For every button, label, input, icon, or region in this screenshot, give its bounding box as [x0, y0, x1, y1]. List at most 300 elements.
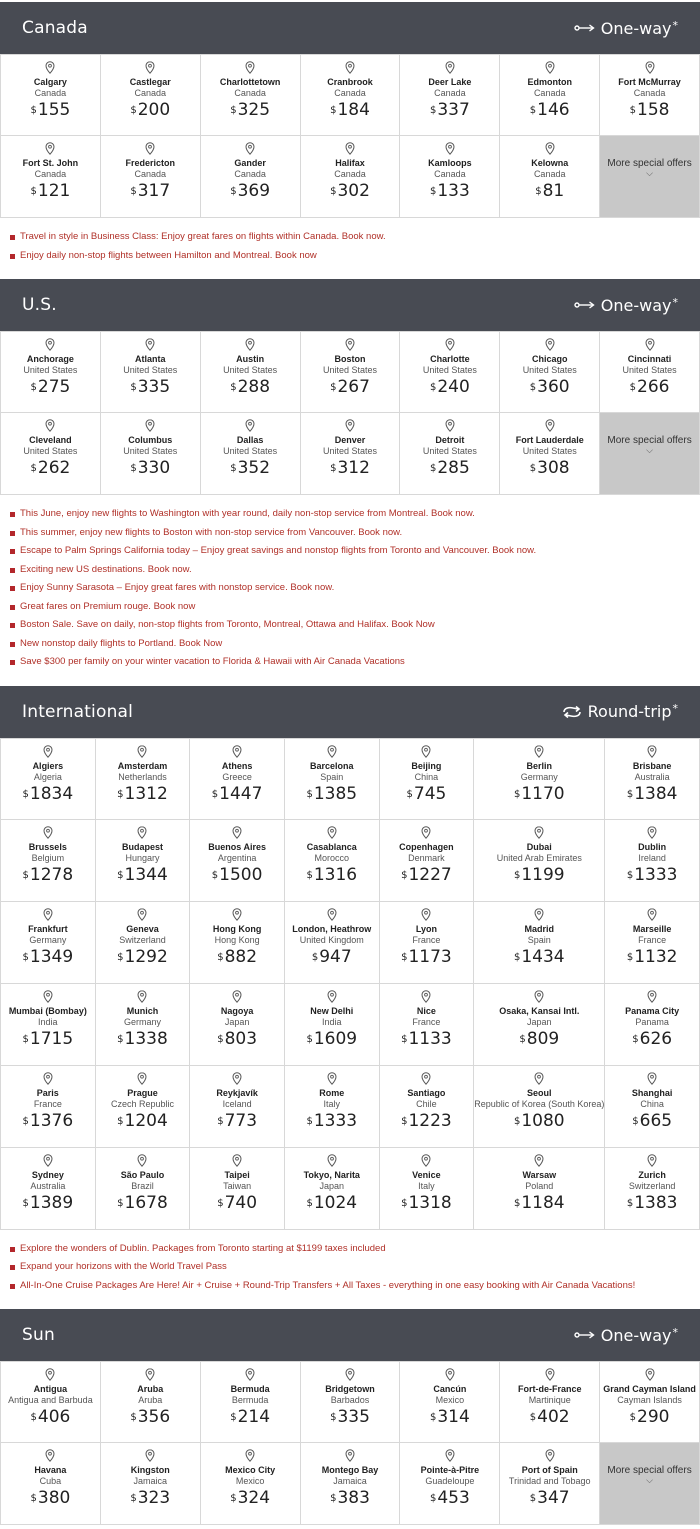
- destination-country: Canada: [334, 88, 366, 98]
- destination-card[interactable]: [380, 1148, 475, 1230]
- currency-symbol: $: [529, 1493, 537, 1504]
- currency-symbol: $: [535, 186, 542, 197]
- destination-card[interactable]: [380, 984, 475, 1066]
- destination-card[interactable]: [1, 1066, 96, 1148]
- destination-card[interactable]: [285, 820, 380, 902]
- currency-symbol: $: [429, 382, 437, 393]
- destination-card[interactable]: [1, 1361, 101, 1443]
- destination-city: Shanghai: [631, 1087, 673, 1098]
- price-value: 1278: [29, 864, 74, 885]
- destination-card[interactable]: [201, 413, 301, 495]
- destination-card[interactable]: [400, 136, 500, 218]
- destination-card[interactable]: [190, 1148, 285, 1230]
- currency-symbol: $: [117, 1197, 124, 1209]
- map-pin-icon: [137, 1154, 147, 1167]
- destination-country: Netherlands: [118, 771, 167, 782]
- destination-country: United States: [522, 446, 577, 456]
- promo-link[interactable]: Expand your horizons with the World Travel Pass: [20, 1261, 227, 1272]
- currency-symbol: $: [401, 1033, 408, 1045]
- destination-country: Chile: [416, 1098, 437, 1109]
- price-value: 308: [537, 458, 570, 478]
- map-pin-icon: [545, 419, 555, 432]
- destination-card[interactable]: [101, 331, 201, 413]
- chevron-down-icon: ⌵: [646, 168, 653, 178]
- destination-card[interactable]: [474, 902, 605, 984]
- destinations-grid: [0, 738, 700, 1230]
- destination-city: Lyon: [415, 923, 438, 934]
- destination-country: Canada: [234, 88, 266, 98]
- price-value: 947: [319, 946, 352, 967]
- promo-item: [10, 635, 700, 654]
- map-pin-icon: [327, 990, 337, 1003]
- destination-country: Taiwan: [223, 1180, 252, 1191]
- price-value: 1204: [124, 1110, 168, 1131]
- round-trip-arrows-icon: [561, 705, 583, 719]
- currency-symbol: $: [217, 951, 224, 963]
- section-title: International: [22, 701, 134, 722]
- destination-card[interactable]: [96, 902, 191, 984]
- currency-symbol: $: [406, 788, 413, 800]
- destination-city: Panama City: [625, 1005, 680, 1016]
- trip-asterisk: *: [672, 18, 678, 32]
- currency-symbol: $: [429, 463, 437, 474]
- price-value: 1609: [313, 1028, 358, 1049]
- destination-card[interactable]: [1, 1443, 101, 1525]
- destination-city: Austin: [236, 354, 265, 364]
- price-value: 626: [639, 1028, 673, 1049]
- destination-card[interactable]: [1, 54, 101, 136]
- map-pin-icon: [345, 419, 355, 432]
- destination-card[interactable]: [285, 1066, 380, 1148]
- destination-price: [380, 865, 474, 885]
- destination-city: Fort Lauderdale: [515, 435, 584, 445]
- destination-card[interactable]: [96, 1148, 191, 1230]
- destination-price: [96, 1193, 190, 1213]
- currency-symbol: $: [22, 951, 29, 963]
- price-value: 1223: [408, 1110, 452, 1131]
- destination-card[interactable]: [1, 413, 101, 495]
- destination-price: [101, 377, 200, 397]
- price-value: 1715: [29, 1028, 74, 1049]
- destination-country: Denmark: [408, 852, 445, 863]
- destination-card[interactable]: [474, 984, 605, 1066]
- promo-item: [10, 561, 700, 580]
- destination-country: Japan: [319, 1180, 345, 1191]
- destination-price: [1, 784, 95, 804]
- destination-card[interactable]: [400, 331, 500, 413]
- promo-link[interactable]: Escape to Palm Springs California today – Enjoy great savings and nonstop flights from Toronto and Vancouver. Book now.: [20, 545, 537, 556]
- price-value: 267: [337, 377, 370, 397]
- destination-card[interactable]: [201, 1361, 301, 1443]
- destination-card[interactable]: [101, 1443, 201, 1525]
- map-pin-icon: [327, 908, 337, 921]
- destination-card[interactable]: [201, 54, 301, 136]
- destination-city: Cincinnati: [627, 354, 672, 364]
- destination-card[interactable]: [400, 54, 500, 136]
- section-header: [0, 1309, 700, 1361]
- destination-card[interactable]: [101, 54, 201, 136]
- map-pin-icon: [647, 1154, 657, 1167]
- map-pin-icon: [445, 419, 455, 432]
- price-value: 1434: [521, 946, 565, 967]
- map-pin-icon: [43, 745, 53, 758]
- offers-section-canada: [0, 2, 700, 277]
- promo-link[interactable]: Exciting new US destinations. Book now.: [20, 563, 192, 575]
- destination-price: [96, 865, 190, 885]
- destination-card[interactable]: [301, 331, 401, 413]
- promo-item: [10, 505, 700, 524]
- destination-card[interactable]: [190, 902, 285, 984]
- price-value: 317: [137, 181, 171, 201]
- price-value: 1316: [313, 864, 358, 885]
- price-value: 158: [637, 100, 670, 120]
- destination-card[interactable]: [301, 1443, 401, 1525]
- destination-card[interactable]: [605, 1148, 700, 1230]
- currency-symbol: $: [211, 788, 219, 800]
- destination-city: Dubai: [526, 841, 552, 852]
- destination-card[interactable]: [600, 1361, 700, 1443]
- destination-price: [1, 100, 100, 120]
- destination-card[interactable]: [500, 1443, 600, 1525]
- destination-country: Germany: [520, 771, 558, 782]
- destination-country: Jamaica: [133, 1476, 168, 1486]
- destination-country: United States: [622, 365, 677, 375]
- destination-card[interactable]: [1, 984, 96, 1066]
- price-value: 383: [337, 1488, 370, 1508]
- destination-country: India: [38, 1016, 58, 1027]
- destination-card[interactable]: [101, 413, 201, 495]
- destination-price: [201, 1488, 300, 1508]
- destination-country: Greece: [222, 771, 252, 782]
- promo-link[interactable]: Enjoy daily non-stop flights between Hamilton and Montreal. Book now: [20, 249, 317, 261]
- destination-card[interactable]: [500, 136, 600, 218]
- currency-symbol: $: [230, 382, 237, 393]
- destination-card[interactable]: [301, 54, 401, 136]
- destination-price: [605, 784, 699, 804]
- destination-city: Algiers: [32, 760, 64, 771]
- map-pin-icon: [245, 1368, 255, 1381]
- offers-section-sun: [0, 1309, 700, 1529]
- map-pin-icon: [545, 142, 555, 155]
- destination-card[interactable]: [301, 1361, 401, 1443]
- price-value: 803: [224, 1028, 258, 1049]
- destination-card[interactable]: [1, 136, 101, 218]
- destination-price: [400, 377, 499, 397]
- destination-card[interactable]: [201, 331, 301, 413]
- destination-card[interactable]: [500, 413, 600, 495]
- trip-asterisk: *: [672, 295, 678, 309]
- section-header: [0, 2, 700, 54]
- currency-symbol: $: [211, 869, 219, 881]
- chevron-down-icon: ⌵: [646, 445, 653, 455]
- currency-symbol: $: [626, 869, 634, 881]
- destination-city: Santiago: [407, 1087, 446, 1098]
- price-value: 330: [137, 458, 171, 478]
- destination-city: Kamloops: [428, 158, 472, 168]
- price-value: 1384: [634, 783, 678, 804]
- currency-symbol: $: [22, 1033, 29, 1045]
- currency-symbol: $: [401, 1115, 408, 1127]
- destination-price: [380, 784, 474, 804]
- destination-card[interactable]: [201, 136, 301, 218]
- destination-card[interactable]: [1, 902, 96, 984]
- destination-country: United States: [23, 446, 78, 456]
- destination-price: [1, 1407, 100, 1427]
- destination-country: Hungary: [125, 852, 160, 863]
- destination-card[interactable]: [190, 820, 285, 902]
- price-value: 1080: [521, 1110, 565, 1131]
- price-value: 240: [437, 377, 470, 397]
- map-pin-icon: [43, 826, 53, 839]
- map-pin-icon: [534, 745, 544, 758]
- map-pin-icon: [137, 908, 147, 921]
- destination-card[interactable]: [1, 738, 96, 820]
- destination-city: Paris: [36, 1087, 59, 1098]
- promo-link[interactable]: Travel in style in Business Class: Enjoy great fares on flights within Canada. Book now.: [20, 231, 386, 242]
- destination-city: Marseille: [632, 923, 672, 934]
- destination-city: Kelowna: [531, 158, 569, 168]
- destination-card[interactable]: [285, 902, 380, 984]
- destination-card[interactable]: [96, 984, 191, 1066]
- price-value: 1389: [29, 1192, 74, 1213]
- map-pin-icon: [534, 826, 544, 839]
- destination-card[interactable]: [500, 1361, 600, 1443]
- destination-card[interactable]: [600, 331, 700, 413]
- price-value: 882: [224, 946, 258, 967]
- currency-symbol: $: [306, 1197, 313, 1209]
- destination-price: [201, 1407, 300, 1427]
- price-value: 285: [437, 458, 470, 478]
- section-title: Canada: [22, 18, 88, 38]
- destination-card[interactable]: [605, 738, 700, 820]
- destination-card[interactable]: [380, 738, 475, 820]
- promo-link[interactable]: Explore the wonders of Dublin. Packages from Toronto starting at $1199 taxes included: [20, 1242, 386, 1254]
- destination-card[interactable]: [605, 1066, 700, 1148]
- special-offers-page: [0, 2, 700, 1529]
- map-pin-icon: [421, 990, 431, 1003]
- destination-card[interactable]: [285, 1148, 380, 1230]
- destination-price: [400, 1407, 499, 1427]
- currency-symbol: $: [626, 1197, 634, 1209]
- destination-price: [1, 865, 95, 885]
- currency-symbol: $: [30, 382, 37, 393]
- price-value: 1292: [124, 946, 168, 967]
- more-special-offers-button[interactable]: [600, 136, 700, 218]
- promo-link[interactable]: New nonstop daily flights to Portland. Book Now: [20, 637, 223, 649]
- currency-symbol: $: [626, 788, 634, 800]
- destination-card[interactable]: [285, 738, 380, 820]
- destination-card[interactable]: [605, 820, 700, 902]
- price-value: 335: [337, 1407, 370, 1427]
- destination-card[interactable]: [190, 1066, 285, 1148]
- destination-price: [96, 1029, 190, 1049]
- destination-country: France: [412, 1016, 441, 1027]
- price-value: 1385: [313, 783, 358, 804]
- destination-card[interactable]: [500, 54, 600, 136]
- price-value: 1678: [124, 1192, 168, 1213]
- destination-price: [400, 1488, 499, 1508]
- promo-link[interactable]: This summer, enjoy new flights to Boston with non-stop service from Vancouver. Book now.: [20, 526, 403, 538]
- destination-country: Canada: [633, 88, 666, 98]
- destination-price: [1, 1193, 95, 1213]
- destination-city: Madrid: [524, 923, 555, 934]
- destination-card[interactable]: [380, 902, 475, 984]
- map-pin-icon: [145, 142, 155, 155]
- promo-link[interactable]: All-In-One Cruise Packages Are Here! Air + Cruise + Round-Trip Transfers + All Taxes - everything in one easy booking with Air Canada Vacations!: [20, 1279, 636, 1291]
- currency-symbol: $: [130, 463, 137, 474]
- currency-symbol: $: [311, 951, 319, 963]
- currency-symbol: $: [513, 788, 521, 800]
- promo-link[interactable]: Boston Sale. Save on daily, non-stop flights from Toronto, Montreal, Ottawa and Halifax. Book Now: [20, 619, 435, 630]
- price-value: 1312: [124, 783, 168, 804]
- map-pin-icon: [421, 1154, 431, 1167]
- trip-asterisk: *: [672, 1325, 678, 1339]
- destination-country: Panama: [635, 1016, 669, 1027]
- destination-price: [500, 100, 599, 120]
- promo-link[interactable]: Save $300 per family on your winter vacation to Florida & Hawaii with Air Canada Vacations: [20, 656, 405, 667]
- destination-country: France: [33, 1098, 62, 1109]
- promo-item: [10, 598, 700, 617]
- price-value: 314: [437, 1407, 470, 1427]
- price-value: 745: [413, 783, 447, 804]
- map-pin-icon: [345, 1368, 355, 1381]
- map-pin-icon: [245, 142, 255, 155]
- promo-link[interactable]: Enjoy Sunny Sarasota – Enjoy great fares with nonstop service. Book now.: [20, 582, 335, 593]
- currency-symbol: $: [30, 186, 37, 197]
- destination-price: [201, 181, 300, 201]
- currency-symbol: $: [529, 463, 537, 474]
- promo-link[interactable]: Great fares on Premium rouge. Book now: [20, 600, 196, 612]
- destination-card[interactable]: [301, 413, 401, 495]
- destination-card[interactable]: [96, 1066, 191, 1148]
- currency-symbol: $: [30, 1493, 37, 1504]
- destination-country: Canada: [334, 169, 366, 179]
- destination-country: Canada: [434, 88, 466, 98]
- destination-card[interactable]: [500, 331, 600, 413]
- destination-card[interactable]: [101, 136, 201, 218]
- destination-price: [190, 1193, 284, 1213]
- destination-city: Deer Lake: [428, 77, 472, 87]
- promo-link[interactable]: This June, enjoy new flights to Washington with year round, daily non-stop service from Montreal. Book now.: [20, 508, 475, 519]
- map-pin-icon: [232, 826, 242, 839]
- destination-city: Denver: [334, 435, 366, 445]
- destination-card[interactable]: [201, 1443, 301, 1525]
- destination-card[interactable]: [400, 413, 500, 495]
- destination-card[interactable]: [400, 1361, 500, 1443]
- map-pin-icon: [327, 826, 337, 839]
- destination-card[interactable]: [474, 738, 605, 820]
- map-pin-icon: [137, 745, 147, 758]
- promo-list: [0, 1230, 700, 1308]
- map-pin-icon: [43, 1154, 53, 1167]
- map-pin-icon: [445, 142, 455, 155]
- destination-card[interactable]: [301, 136, 401, 218]
- destination-city: Cranbrook: [327, 77, 373, 87]
- destination-card[interactable]: [474, 1066, 605, 1148]
- destination-country: Canada: [134, 88, 167, 98]
- destination-card[interactable]: [474, 820, 605, 902]
- destination-city: Amsterdam: [117, 760, 168, 771]
- destination-card[interactable]: [380, 1066, 475, 1148]
- price-value: 184: [337, 100, 370, 120]
- currency-symbol: $: [230, 463, 237, 474]
- price-value: 356: [137, 1407, 171, 1427]
- price-value: 1834: [29, 783, 74, 804]
- currency-symbol: $: [632, 1115, 639, 1127]
- destination-card[interactable]: [600, 54, 700, 136]
- currency-symbol: $: [306, 1033, 313, 1045]
- price-value: 809: [526, 1028, 560, 1049]
- map-pin-icon: [345, 142, 355, 155]
- destination-city: Chicago: [531, 354, 568, 364]
- currency-symbol: $: [217, 1115, 224, 1127]
- price-value: 312: [337, 458, 370, 478]
- destination-country: Czech Republic: [110, 1098, 174, 1109]
- currency-symbol: $: [306, 788, 313, 800]
- destination-price: [190, 947, 284, 967]
- destination-card[interactable]: [1, 1148, 96, 1230]
- destination-card[interactable]: [605, 902, 700, 984]
- currency-symbol: $: [429, 1493, 437, 1504]
- destination-card[interactable]: [96, 820, 191, 902]
- more-special-offers-button[interactable]: [600, 413, 700, 495]
- destination-card[interactable]: [1, 820, 96, 902]
- destination-price: [101, 100, 200, 120]
- destination-card[interactable]: [190, 738, 285, 820]
- destination-price: [1, 1029, 95, 1049]
- currency-symbol: $: [30, 1412, 37, 1423]
- destination-card[interactable]: [380, 820, 475, 902]
- destination-country: Spain: [320, 771, 344, 782]
- currency-symbol: $: [330, 1493, 337, 1504]
- price-value: 302: [337, 181, 370, 201]
- price-value: 380: [37, 1488, 71, 1508]
- destination-city: Casablanca: [306, 841, 357, 852]
- destination-price: [285, 865, 379, 885]
- destination-price: [1, 1488, 100, 1508]
- more-special-offers-button[interactable]: [600, 1443, 700, 1525]
- price-value: 1333: [313, 1110, 358, 1131]
- destination-city: Bermuda: [230, 1384, 270, 1394]
- destination-card[interactable]: [474, 1148, 605, 1230]
- destination-price: [605, 865, 699, 885]
- destination-card[interactable]: [190, 984, 285, 1066]
- destination-country: Mexico: [235, 1476, 265, 1486]
- currency-symbol: $: [22, 1115, 29, 1127]
- price-value: 1024: [313, 1192, 358, 1213]
- more-offers-label: More special offers: [607, 435, 692, 446]
- trip-type-text: One-way: [600, 295, 672, 315]
- destination-card[interactable]: [101, 1361, 201, 1443]
- destination-card[interactable]: [96, 738, 191, 820]
- destination-card[interactable]: [285, 984, 380, 1066]
- destination-card[interactable]: [1, 331, 101, 413]
- price-value: 1173: [408, 946, 452, 967]
- destination-card[interactable]: [400, 1443, 500, 1525]
- destination-price: [301, 1407, 400, 1427]
- destinations-grid: [0, 331, 700, 495]
- destination-card[interactable]: [605, 984, 700, 1066]
- destination-city: Anchorage: [26, 354, 74, 364]
- currency-symbol: $: [230, 1412, 237, 1423]
- map-pin-icon: [45, 419, 55, 432]
- map-pin-icon: [232, 745, 242, 758]
- destination-country: Switzerland: [119, 934, 166, 945]
- section-header: [0, 686, 700, 738]
- destination-city: Hong Kong: [212, 923, 262, 934]
- destination-price: [190, 1111, 284, 1131]
- price-value: 146: [537, 100, 570, 120]
